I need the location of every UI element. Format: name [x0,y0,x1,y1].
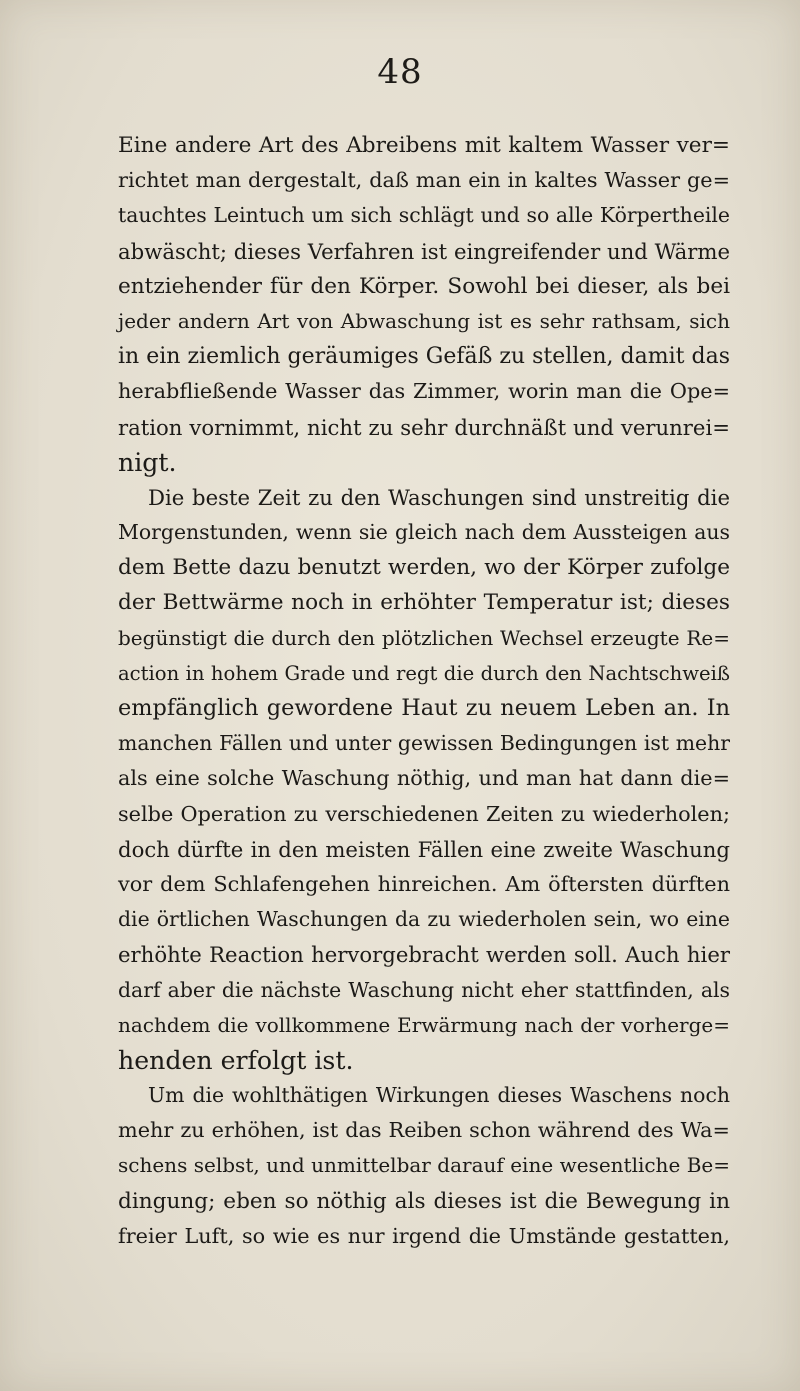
text-line: dem Bette dazu benutzt werden, wo der Körper zufolge [118,555,730,581]
text-line: nigt. [118,447,177,477]
text-line: mehr zu erhöhen, ist das Reiben schon während des Wa= [118,1118,730,1143]
text-line: abwäscht; dieses Verfahren ist eingreifender und Wärme [118,238,730,264]
text-line: in ein ziemlich geräumiges Gefäß zu stellen, damit das [118,344,730,370]
text-line: Morgenstunden, wenn sie gleich nach dem Aussteigen aus [118,520,730,545]
text-line: der Bettwärme noch in erhöhter Temperatur ist; dieses [118,590,730,616]
text-line: die örtlichen Waschungen da zu wiederholen sein, wo eine [118,907,730,932]
text-line: tauchtes Leintuch um sich schlägt und so alle Körpertheile [118,203,730,228]
text-line: Die beste Zeit zu den Waschungen sind unstreitig die [148,484,730,510]
body-text [118,128,730,1254]
text-line: selbe Operation zu verschiedenen Zeiten zu wiederholen; [118,801,730,826]
paragraph-1 [118,128,730,480]
text-line: Eine andere Art des Abreibens mit kaltem Wasser ver= [118,133,730,158]
text-line: vor dem Schlafengehen hinreichen. Am öftersten dürften [118,871,730,896]
text-line: begünstigt die durch den plötzlichen Wechsel erzeugte Re= [118,625,730,650]
text-line: entziehender für den Körper. Sowohl bei dieser, als bei [118,273,730,299]
text-line: manchen Fällen und unter gewissen Bedingungen ist mehr [118,731,730,756]
text-line: freier Luft, so wie es nur irgend die Umstände gestatten, [118,1223,730,1248]
text-line: henden erfolgt ist. [118,1045,354,1075]
text-line: ration vornimmt, nicht zu sehr durchnäßt und verunrei= [118,414,730,440]
text-line: darf aber die nächste Waschung nicht eher stattfinden, als [118,977,730,1002]
text-line: jeder andern Art von Abwaschung ist es sehr rathsam, sich [118,308,730,333]
paragraph-2 [118,480,730,1078]
text-line: dingung; eben so nöthig als dieses ist die Bewegung in [118,1188,730,1214]
paragraph-3 [118,1078,730,1254]
text-line: Um die wohlthätigen Wirkungen dieses Waschens noch [148,1083,730,1108]
text-line: richtet man dergestalt, daß man ein in kaltes Wasser ge= [118,168,730,193]
text-line: als eine solche Waschung nöthig, und man hat dann die= [118,766,730,791]
text-line: empfänglich gewordene Haut zu neuem Leben an. In [118,695,730,721]
text-line: schens selbst, und unmittelbar darauf eine wesentliche Be= [118,1153,730,1178]
text-line: herabfließende Wasser das Zimmer, worin man die Ope= [118,379,730,404]
text-line: nachdem die vollkommene Erwärmung nach der vorherge= [118,1012,730,1037]
page-number: 48 [377,52,423,92]
text-line: action in hohem Grade und regt die durch den Nachtschweiß [118,661,730,685]
text-line: erhöhte Reaction hervorgebracht werden soll. Auch hier [118,942,730,968]
text-line: doch dürfte in den meisten Fällen eine zweite Waschung [118,836,730,862]
